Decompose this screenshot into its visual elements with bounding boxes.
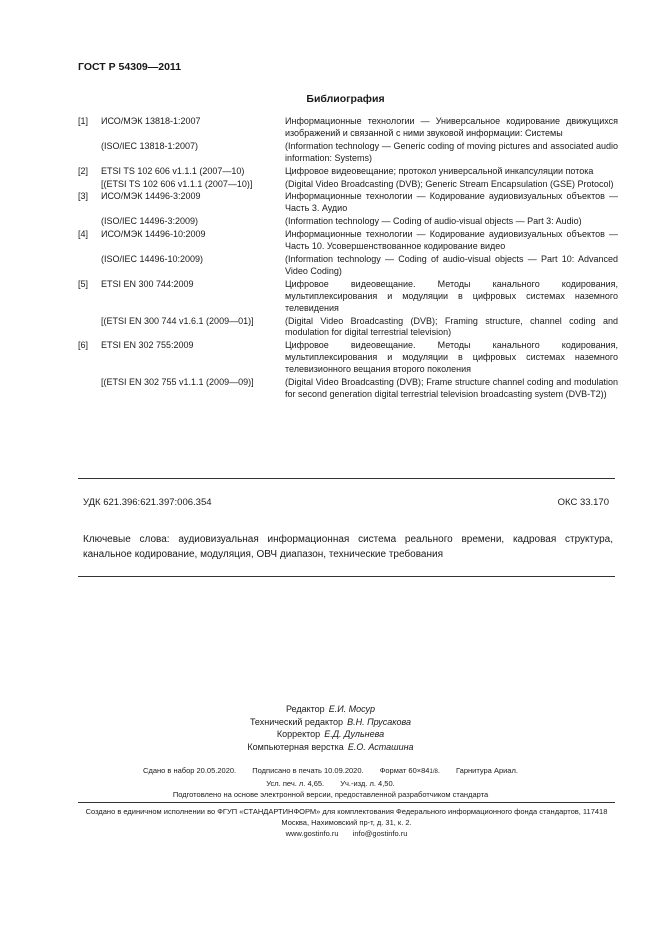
bib-desc: (Information technology — Coding of audio-visual objects — Part 10: Advanced Video Coding)	[285, 253, 618, 276]
paper-format-fraction: 1/8	[429, 769, 438, 775]
bib-ref: ETSI EN 302 755:2009	[101, 340, 194, 351]
standard-code: ГОСТ Р 54309—2011	[78, 61, 182, 73]
bib-ref: ИСО/МЭК 14496-10:2009	[101, 229, 206, 240]
print-info	[0, 765, 661, 800]
publisher-footer	[78, 806, 615, 839]
bib-num: [2]	[78, 165, 89, 176]
bib-desc: Информационные технологии — Кодирование аудиовизуальных объектов — Часть 10. Усовершенствованное кодирование видео	[285, 229, 618, 252]
bib-desc: (Digital Video Broadcasting (DVB); Frame structure channel coding and modulation for second generation digital terrestrial television broadcasting system (DVB-T2))	[285, 377, 618, 399]
bib-desc: (Digital Video Broadcasting (DVB); Generic Stream Encapsulation (GSE) Protocol)	[285, 178, 614, 189]
bib-entry	[78, 166, 618, 178]
bib-num: [3]	[78, 191, 89, 202]
bib-desc: (Digital Video Broadcasting (DVB); Framing structure, channel coding and modulation for digital terrestrial television)	[285, 315, 618, 338]
credit-line	[0, 728, 661, 741]
credit-name: Е.О. Асташина	[347, 741, 414, 752]
credit-name: Е.Д. Дульнева	[324, 729, 385, 739]
paper-format: Формат 60×84	[379, 766, 430, 775]
credit-line	[0, 741, 661, 754]
print-sheets: Усл. печ. л. 4,65.	[266, 779, 325, 788]
credit-name: В.Н. Прусакова	[347, 716, 412, 727]
edit-sheets: Уч.-изд. л. 4,50.	[340, 779, 395, 788]
bib-ref: [(ETSI EN 302 755 v1.1.1 (2009—09)]	[101, 377, 254, 388]
bib-num: [4]	[78, 229, 89, 240]
bib-ref: (ISO/IEC 13818-1:2007)	[101, 140, 199, 151]
bibliography-title: Библиография	[306, 93, 385, 105]
bib-entry	[78, 179, 618, 191]
contact-line	[78, 828, 615, 839]
credit-role: Компьютерная верстка	[247, 741, 344, 752]
bib-entry	[78, 229, 618, 253]
keywords-text: Ключевые слова: аудиовизуальная информационная система реального времени, кадровая структура, канальное кодирование, модуляция, ОВЧ диапазон, технические требования	[83, 534, 613, 560]
bib-num: [1]	[78, 116, 89, 126]
bib-entry	[78, 316, 618, 340]
bib-desc: Цифровое видеовещание. Методы канального кодирования, мультиплексирования и модуляции в цифровых системах наземного телевидения	[285, 278, 618, 313]
bib-desc: (Information technology — Coding of audio-visual objects — Part 3: Audio)	[285, 216, 582, 227]
publisher-text: Создано в единичном исполнении во ФГУП «СТАНДАРТИНФОРМ» для комплектования Федерального информационного фонда стандартов, 117418 Москва, Нахимовский пр-т, д. 31, к. 2.	[85, 807, 608, 827]
bib-num	[78, 179, 101, 191]
credit-role: Корректор	[276, 729, 321, 739]
credits-block	[0, 703, 661, 753]
divider-footer	[78, 802, 615, 803]
credit-role: Редактор	[285, 704, 325, 714]
bib-num	[78, 254, 101, 278]
bib-num	[78, 216, 101, 228]
bib-entry	[78, 340, 618, 376]
bib-entry	[78, 279, 618, 315]
bib-desc: (Information technology — Generic coding of moving pictures and associated audio information: Systems)	[285, 140, 618, 163]
bib-entry	[78, 141, 618, 165]
credit-line	[0, 703, 661, 716]
website-link[interactable]: www.gostinfo.ru	[285, 829, 339, 838]
bib-ref: [(ETSI TS 102 606 v1.1.1 (2007—10)]	[101, 178, 253, 189]
bib-num: [6]	[78, 340, 89, 351]
bib-desc: Цифровое видеовещание; протокол универсальной инкапсуляции потока	[285, 165, 594, 176]
bib-entry	[78, 116, 618, 140]
divider-top	[78, 478, 615, 479]
credit-name: Е.И. Мосур	[328, 704, 376, 714]
bib-ref: ETSI TS 102 606 v1.1.1 (2007—10)	[101, 165, 245, 176]
print-info-line1: Сдано в набор 20.05.2020. Подписано в печать 10.09.2020. Формат 60×841/8. Гарнитура Ариал.	[143, 766, 518, 775]
bib-desc: Информационные технологии — Кодирование аудиовизуальных объектов — Часть 3. Аудио	[285, 191, 618, 214]
bib-num	[78, 141, 101, 165]
bib-desc: Информационные технологии — Универсальное кодирование движущихся изображений и связанной с ними звуковой информации: Системы	[285, 116, 618, 138]
email-link[interactable]: info@gostinfo.ru	[352, 829, 408, 838]
bib-entry	[78, 191, 618, 215]
signed-date: Подписано в печать 10.09.2020.	[252, 766, 364, 775]
bib-ref: (ISO/IEC 14496-3:2009)	[101, 216, 199, 227]
divider-bottom	[78, 576, 615, 577]
bib-num	[78, 316, 101, 340]
bib-num	[78, 377, 101, 401]
bib-ref: ИСО/МЭК 14496-3:2009	[101, 191, 201, 202]
bib-ref: (ISO/IEC 14496-10:2009)	[101, 253, 204, 264]
bib-desc: Цифровое видеовещание. Методы канального кодирования, мультиплексирования и модуляции в цифровых системах наземного телевизионного вещания второго поколения	[285, 340, 618, 375]
oks-code: ОКС 33.170	[557, 497, 609, 508]
bib-entry	[78, 377, 618, 401]
credit-role: Технический редактор	[249, 716, 344, 727]
bib-ref: [(ETSI EN 300 744 v1.6.1 (2009—01)]	[101, 315, 254, 326]
bib-num: [5]	[78, 278, 89, 289]
typeface: Гарнитура Ариал.	[456, 766, 518, 775]
bib-ref: ETSI EN 300 744:2009	[101, 278, 194, 289]
credit-line	[0, 716, 661, 729]
bib-entry	[78, 216, 618, 228]
print-info-line2	[0, 778, 661, 789]
prepared-note: Подготовлено на основе электронной версии, предоставленной разработчиком стандарта	[172, 790, 489, 799]
udk-code: УДК 621.396:621.397:006.354	[83, 497, 212, 508]
bib-entry	[78, 254, 618, 278]
bib-ref: ИСО/МЭК 13818-1:2007	[101, 116, 201, 126]
sent-to-set-date: Сдано в набор 20.05.2020.	[143, 766, 237, 775]
bibliography-list	[78, 116, 618, 402]
